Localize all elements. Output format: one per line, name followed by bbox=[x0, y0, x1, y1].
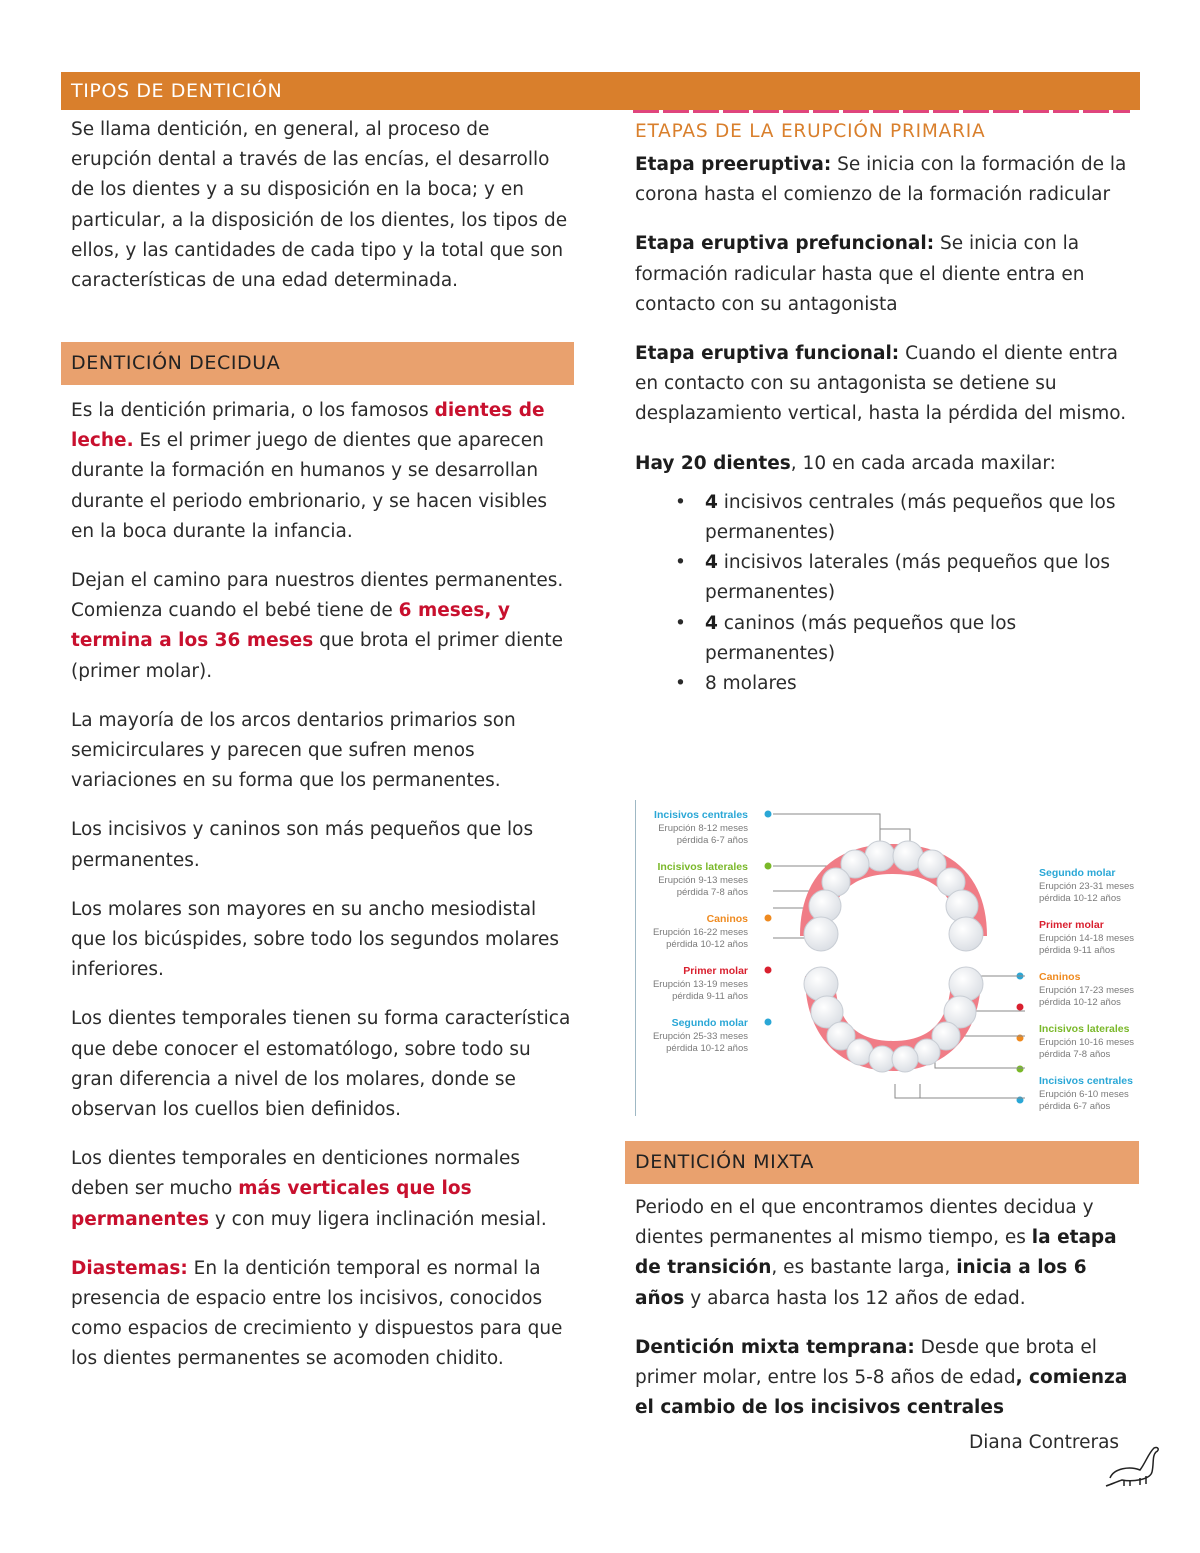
list-text: incisivos laterales (más pequeños que los permanentes) bbox=[705, 552, 1111, 604]
etapa-funcional bbox=[635, 339, 1135, 430]
mixta-paragraph-1 bbox=[635, 1193, 1139, 1314]
label-bold: Etapa eruptiva prefuncional: bbox=[635, 233, 935, 255]
list-item bbox=[675, 669, 1135, 699]
upper-labels bbox=[653, 809, 772, 1054]
legend-dot bbox=[765, 967, 772, 974]
highlight-verticales: más verticales que los permanentes bbox=[71, 1178, 472, 1230]
label-title: Segundo molar bbox=[671, 1017, 748, 1029]
label-loss: pérdida 10-12 años bbox=[1039, 893, 1121, 904]
label-title: Caninos bbox=[706, 913, 748, 925]
list-text: incisivos centrales (más pequeños que los permanentes) bbox=[705, 491, 1116, 544]
section-title-decidua: DENTICIÓN DECIDUA bbox=[61, 342, 574, 385]
teeth-count bbox=[635, 449, 1135, 479]
text-span: Se inicia con la formación radicular hasta que el diente entra en contacto con su antagonista bbox=[635, 233, 1085, 315]
label-eruption: Erupción 16-22 meses bbox=[652, 927, 748, 938]
decidua-paragraph-6: Los dientes temporales tienen su forma característica que debe conocer el estomatólogo, sobre todo su gran diferencia a nivel de los molares, donde se observan los cuellos bien definidos. bbox=[71, 1008, 571, 1121]
list-item bbox=[675, 488, 1135, 548]
tooth-eruption-diagram bbox=[635, 796, 1153, 1116]
label-title: Incisivos laterales bbox=[657, 861, 748, 873]
etapa-preeruptiva bbox=[635, 150, 1135, 210]
text-span: Se inicia con la formación de la corona hasta el comienzo de la formación radicular bbox=[635, 154, 1127, 206]
label-eruption: Erupción 9-13 meses bbox=[658, 875, 748, 886]
text-span: Dejan el camino para nuestros dientes permanentes. Comienza cuando el bebé tiene de bbox=[71, 570, 564, 622]
bold-span: , bbox=[1015, 1367, 1023, 1389]
text-span: Desde que brota el primer molar, entre los 5-8 años de edad bbox=[635, 1336, 1097, 1389]
bold-span: la etapa de transición bbox=[635, 1227, 1117, 1279]
legend-dot bbox=[765, 811, 772, 818]
label-title: Incisivos laterales bbox=[1039, 1023, 1130, 1035]
text-span: En la dentición temporal es normal la presencia de espacio entre los incisivos, conocidos como espacios de crecimiento y dispuestos para que los dientes permanentes se acomoden chidito. bbox=[71, 1257, 563, 1370]
lower-arch bbox=[804, 967, 983, 1072]
text-span: Los dientes temporales en denticiones normales deben ser mucho bbox=[71, 1148, 520, 1200]
list-item bbox=[675, 548, 1135, 608]
list-number: 4 bbox=[705, 552, 718, 574]
bullet-icon: • bbox=[675, 491, 686, 513]
mixta-body bbox=[625, 1184, 1139, 1423]
highlight-diastemas: Diastemas: bbox=[71, 1257, 188, 1279]
text-span: Periodo en el que encontramos dientes decidua y dientes permanentes al mismo tiempo, es bbox=[635, 1197, 1094, 1249]
highlight-meses: 6 meses, y termina a los 36 meses bbox=[71, 600, 510, 652]
label-eruption: Erupción 8-12 meses bbox=[658, 823, 748, 834]
label-loss: pérdida 10-12 años bbox=[1039, 997, 1121, 1008]
label-loss: pérdida 7-8 años bbox=[1039, 1049, 1111, 1060]
decorative-dashed-line bbox=[633, 110, 1130, 113]
left-section bbox=[61, 342, 574, 1394]
decidua-paragraph-2 bbox=[71, 566, 574, 687]
text-span: y con muy ligera inclinación mesial. bbox=[208, 1208, 547, 1230]
bullet-icon: • bbox=[675, 673, 686, 695]
label-eruption: Erupción 23-31 meses bbox=[1039, 881, 1135, 892]
decidua-body bbox=[61, 385, 574, 1375]
right-column bbox=[635, 118, 1135, 699]
page-title-banner: TIPOS DE DENTICIÓN bbox=[61, 72, 1140, 110]
label-title: Caninos bbox=[1039, 971, 1081, 983]
mixta-paragraph-2 bbox=[635, 1333, 1139, 1424]
decidua-paragraph-7 bbox=[71, 1144, 574, 1235]
label-bold: Hay 20 dientes bbox=[635, 452, 791, 474]
label-eruption: Erupción 14-18 meses bbox=[1039, 933, 1135, 944]
legend-dot bbox=[765, 863, 772, 870]
legend-dot bbox=[765, 915, 772, 922]
teeth-list bbox=[635, 488, 1135, 699]
label-title: Incisivos centrales bbox=[1039, 1075, 1133, 1087]
legend-dot bbox=[1017, 1004, 1024, 1011]
list-number: 4 bbox=[705, 491, 718, 513]
decidua-paragraph-8 bbox=[71, 1254, 574, 1375]
bullet-icon: • bbox=[675, 552, 686, 574]
intro-paragraph: Se llama dentición, en general, al proceso de erupción dental a través de las encías, el desarrollo de los dientes y a su disposición en la boca; y en particular, a la disposición de los dientes, los tipos de ellos, y las cantidades de cada tipo y la total que son características de una edad determinada. bbox=[71, 119, 568, 292]
left-column bbox=[71, 115, 571, 315]
label-loss: pérdida 10-12 años bbox=[666, 1043, 748, 1054]
legend-dot bbox=[1017, 1066, 1024, 1073]
text-span: que brota el primer diente (primer molar). bbox=[71, 630, 563, 682]
label-bold: Dentición mixta temprana: bbox=[635, 1336, 915, 1358]
label-eruption: Erupción 13-19 meses bbox=[652, 979, 748, 990]
etapa-prefuncional bbox=[635, 229, 1135, 320]
list-number: 4 bbox=[705, 612, 718, 634]
text-span: Es el primer juego de dientes que aparecen durante la formación en humanos y se desarrollan durante el periodo embrionario, y se hacen visibles en la boca durante la infancia. bbox=[71, 430, 548, 542]
label-eruption: Erupción 25-33 meses bbox=[652, 1031, 748, 1042]
dinosaur-doodle-icon bbox=[1102, 1440, 1162, 1490]
label-eruption: Erupción 17-23 meses bbox=[1039, 985, 1135, 996]
label-loss: pérdida 6-7 años bbox=[676, 835, 748, 846]
lower-labels bbox=[1017, 867, 1135, 1112]
bullet-icon: • bbox=[675, 612, 686, 634]
label-loss: pérdida 10-12 años bbox=[666, 939, 748, 950]
list-item bbox=[675, 609, 1135, 669]
decidua-paragraph-4: Los incisivos y caninos son más pequeños que los permanentes. bbox=[71, 819, 534, 871]
list-text: 8 molares bbox=[705, 673, 797, 695]
label-title: Primer molar bbox=[683, 965, 748, 977]
label-loss: pérdida 9-11 años bbox=[672, 991, 748, 1002]
label-bold: Etapa preeruptiva: bbox=[635, 154, 832, 175]
text-span: y abarca hasta los 12 años de edad. bbox=[684, 1287, 1026, 1309]
label-loss: pérdida 9-11 años bbox=[1039, 945, 1115, 956]
label-title: Primer molar bbox=[1039, 919, 1104, 931]
label-eruption: Erupción 10-16 meses bbox=[1039, 1037, 1135, 1048]
author-signature: Diana Contreras bbox=[969, 1432, 1120, 1453]
subhead-etapas: ETAPAS DE LA ERUPCIÓN PRIMARIA bbox=[635, 121, 986, 142]
list-text: caninos (más pequeños que los permanentes) bbox=[705, 612, 1017, 664]
decidua-paragraph-1 bbox=[71, 396, 574, 547]
label-bold: Etapa eruptiva funcional: bbox=[635, 343, 900, 365]
text-span: , 10 en cada arcada maxilar: bbox=[790, 452, 1056, 474]
label-loss: pérdida 7-8 años bbox=[676, 887, 748, 898]
legend-dot bbox=[765, 1019, 772, 1026]
label-title: Segundo molar bbox=[1039, 867, 1116, 879]
text-span: , es bastante larga, bbox=[771, 1257, 957, 1279]
mixta-section bbox=[625, 1141, 1139, 1442]
text-span: Cuando el diente entra en contacto con su antagonista se detiene su desplazamiento vertical, hasta la pérdida del mismo. bbox=[635, 343, 1127, 425]
section-title-mixta: DENTICIÓN MIXTA bbox=[625, 1141, 1139, 1184]
upper-arch bbox=[800, 841, 987, 951]
decidua-paragraph-3: La mayoría de los arcos dentarios primarios son semicirculares y parecen que sufren menos variaciones en su forma que los permanentes. bbox=[71, 709, 516, 792]
highlight-dientes-de-leche: dientes de leche. bbox=[71, 400, 545, 452]
label-title: Incisivos centrales bbox=[654, 809, 748, 821]
decidua-paragraph-5: Los molares son mayores en su ancho mesiodistal que los bicúspides, sobre todo los segundos molares inferiores. bbox=[71, 898, 560, 981]
bold-span: inicia a los 6 años bbox=[635, 1257, 1087, 1309]
label-loss: pérdida 6-7 años bbox=[1039, 1101, 1111, 1112]
bold-span: comienza el cambio de los incisivos centrales bbox=[635, 1367, 1128, 1419]
text-span: Es la dentición primaria, o los famosos bbox=[71, 400, 435, 421]
label-eruption: Erupción 6-10 meses bbox=[1039, 1089, 1129, 1100]
